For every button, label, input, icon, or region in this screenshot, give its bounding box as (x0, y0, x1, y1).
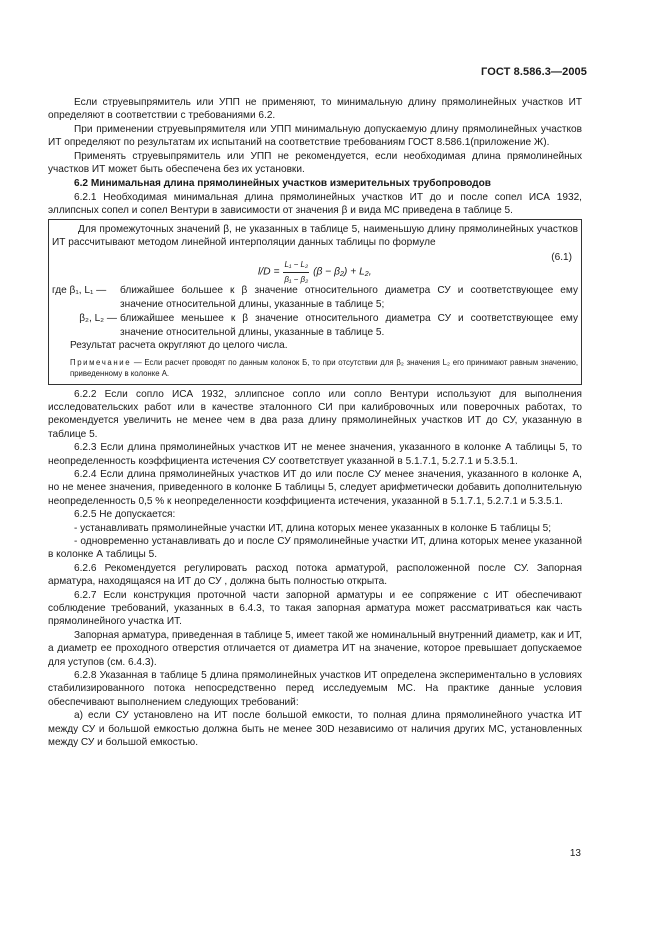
paragraph-6-2-3: 6.2.3 Если длина прямолинейных участков ИТ не менее значения, указанного в колонке А таблицы 5, то неопределенность коэффициента истечения СУ соответствует указанной в 5.1.7.1, 5.2.7.1 и 5.3.5.1. (48, 442, 582, 467)
paragraph: Применять струевыпрямитель или УПП не рекомендуется, если необходимая длина прямолинейных участков ИТ может быть обеспечена без их установки. (48, 150, 582, 176)
paragraph-6-2-1: 6.2.1 Необходимая минимальная длина прямолинейных участков ИТ до и после сопел ИСА 1932, эллипсных сопел и сопел Вентури в зависимости от значения β и вида МС приведена в таблице 5. (48, 191, 582, 217)
result-text: Результат расчета округляют до целого числа. (70, 340, 288, 352)
where-text: ближайшее большее к β значение относительного диаметра СУ и соответствующее ему значение относительной длины, указанные в таблице 5; (120, 285, 578, 310)
formula-number: (6.1) (551, 252, 572, 264)
where-text: ближайшее меньшее к β значение относительного диаметра СУ и соответствующее ему значение относительной длины, указанные в таблице 5. (120, 313, 578, 338)
page-number: 13 (569, 848, 581, 859)
section-title: 6.2 Минимальная длина прямолинейных участков измерительных трубопроводов (74, 178, 491, 190)
interpolation-box (48, 219, 582, 385)
list-item: - устанавливать прямолинейные участки ИТ, длина которых менее указанных в колонке Б таблицы 5; (74, 522, 552, 534)
formula-fraction (283, 258, 309, 286)
list-item: - одновременно устанавливать до и после СУ прямолинейные участки ИТ, длина которых менее указанной в колонке А таблицы 5. (48, 535, 582, 561)
box-intro: Для промежуточных значений β, не указанных в таблице 5, наименьшую длину прямолинейных участков ИТ рассчитывают методом линейной интерполяции данных таблицы по формуле (52, 223, 578, 249)
note (52, 357, 578, 380)
paragraph-6-2-5: 6.2.5 Не допускается: (74, 509, 176, 521)
paragraph-6-2-2: 6.2.2 Если сопло ИСА 1932, эллипсное сопло или сопло Вентури используют для выполнения исследовательских работ или в качестве эталонного СИ при калибровочных или поверочных работах, то рекомендуется увеличить не менее чем в два раза длину прямолинейных участков ИТ до СУ, указанную в таблице 5. (48, 388, 582, 440)
note-label: Примечание (70, 357, 132, 367)
paragraph-6-2-4: 6.2.4 Если длина прямолинейных участков ИТ до или после СУ менее значения, указанного в колонке А, но не менее значения, приведенного в колонке Б таблицы 5, следует арифметически добавить дополнительную неопределенность 0,5 % к неопределенности коэффициента истечения, указанной в 5.1.7.1, 5.2.7.1 и 5.3.5.1. (48, 468, 582, 507)
document-header: ГОСТ 8.586.3—2005 (481, 66, 587, 78)
formula-denominator: β₁ − β₂ (284, 274, 309, 284)
formula-expression (258, 258, 372, 286)
where-label: где β₁, L₁ — (52, 285, 107, 297)
formula-lhs: l/D = (258, 267, 280, 279)
formula-6-1 (52, 249, 578, 283)
where-label: β₂, L₂ — (79, 313, 117, 325)
paragraph: Если струевыпрямитель или УПП не применяют, то минимальную длину прямолинейных участков ИТ определяют в соответствии с требованиями 6.2. (48, 97, 582, 122)
paragraph-6-2-7: 6.2.7 Если конструкция проточной части запорной арматуры и ее сопряжение с ИТ обеспечивают соблюдение требований, указанных в 6.4.3, то такая запорная арматура может рассматриваться как часть прямолинейного участка ИТ. (48, 589, 582, 628)
formula-numerator: L₁ − L₂ (283, 258, 309, 272)
where-item-2 (52, 312, 578, 339)
paragraph: Запорная арматура, приведенная в таблице 5, имеет такой же номинальный внутренний диаметр, как и ИТ, а диаметр ее проходного отверстия отличается от диаметра ИТ на значение, которое превышает допускаемое для уступов (см. 6.4.3). (48, 629, 582, 668)
paragraph-6-2-8: 6.2.8 Указанная в таблице 5 длина прямолинейных участков ИТ определена экспериментально в условиях стабилизированного потока непосредственно перед исследуемым МС. На практике данные условия обеспечивают выполнением следующих требований: (48, 670, 582, 708)
section-continuation (48, 388, 582, 750)
where-item-1 (52, 284, 578, 311)
note-text: — Если расчет проводят по данным колонок Б, то при отсутствии для β₂ значения L₂ его принимают равным значению, приведенному в колонке А. (70, 357, 578, 378)
formula-rhs: (β − β₂) + L₂, (313, 267, 372, 279)
paragraph: При применении струевыпрямителя или УПП минимальную допускаемую длину прямолинейных участков ИТ определяют по результатам их испытаний на соответствие требованиям ГОСТ 8.586.1(приложение Ж). (48, 123, 582, 149)
page-body (48, 96, 582, 749)
list-item: а) если СУ установлено на ИТ после большой емкости, то полная длина прямолинейного участка ИТ между СУ и большой емкостью должна быть не менее 30D независимо от наличия других МС, установленных между СУ и большой емкостью. (48, 710, 582, 749)
paragraph-6-2-6: 6.2.6 Рекомендуется регулировать расход потока арматурой, расположенной после СУ. Запорная арматура, находящаяся на ИТ до СУ , должна быть полностью открыта. (48, 562, 582, 588)
